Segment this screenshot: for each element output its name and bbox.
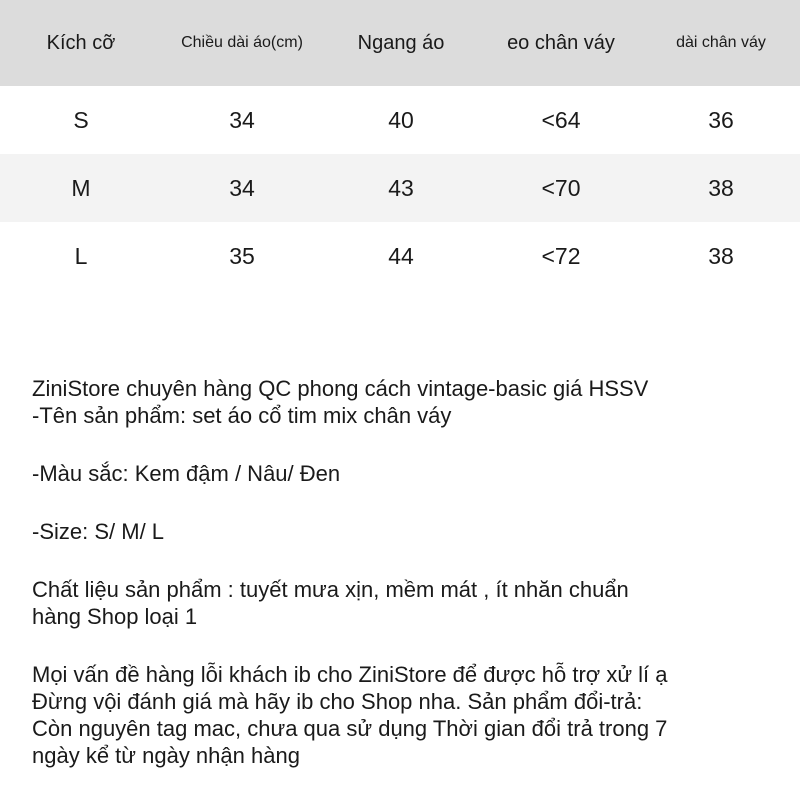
header-skirt-waist: eo chân váy	[507, 31, 615, 54]
cell-skirt-waist: <70	[541, 174, 581, 201]
table-row	[0, 222, 800, 290]
table-row	[0, 86, 800, 154]
sizes-paragraph	[32, 518, 772, 545]
cell-skirt-length: 38	[708, 174, 734, 201]
cell-skirt-length: 36	[708, 106, 734, 133]
header-shirt-width: Ngang áo	[357, 31, 445, 54]
table-header-row	[0, 0, 800, 86]
size-table	[0, 0, 800, 290]
cell-size: L	[74, 242, 88, 269]
policy-text-line-2: Đừng vội đánh giá mà hãy ib cho Shop nha. Sản phẩm đổi-trả:	[32, 689, 643, 714]
material-paragraph	[32, 576, 772, 630]
product-description	[32, 375, 772, 800]
table-row	[0, 154, 800, 222]
cell-shirt-length: 34	[229, 174, 255, 201]
policy-text-line-1: Mọi vấn đề hàng lỗi khách ib cho ZiniStore để được hỗ trợ xử lí ạ	[32, 662, 668, 687]
cell-shirt-width: 40	[388, 106, 414, 133]
policy-text-line-4: ngày kể từ ngày nhận hàng	[32, 743, 300, 768]
cell-shirt-width: 43	[388, 174, 414, 201]
shop-intro-text: ZiniStore chuyên hàng QC phong cách vintage-basic giá HSSV	[32, 376, 649, 401]
cell-skirt-waist: <64	[541, 106, 581, 133]
cell-skirt-waist: <72	[541, 242, 581, 269]
cell-shirt-width: 44	[388, 242, 414, 269]
material-text-line-2: hàng Shop loại 1	[32, 604, 198, 629]
policy-text-line-3: Còn nguyên tag mac, chưa qua sử dụng Thời gian đổi trả trong 7	[32, 716, 668, 741]
material-text-line-1: Chất liệu sản phẩm : tuyết mưa xịn, mềm mát , ít nhăn chuẩn	[32, 577, 629, 602]
intro-paragraph	[32, 375, 772, 429]
colors-paragraph	[32, 460, 772, 487]
cell-shirt-length: 35	[229, 242, 255, 269]
cell-shirt-length: 34	[229, 106, 255, 133]
cell-skirt-length: 38	[708, 242, 734, 269]
cell-size: S	[73, 106, 89, 133]
header-shirt-length: Chiều dài áo(cm)	[181, 34, 303, 51]
colors-text: -Màu sắc: Kem đậm / Nâu/ Đen	[32, 461, 341, 486]
return-policy-paragraph	[32, 661, 772, 769]
sizes-text: -Size: S/ M/ L	[32, 519, 165, 544]
product-name-text: -Tên sản phẩm: set áo cổ tim mix chân váy	[32, 403, 452, 428]
cell-size: M	[71, 174, 91, 201]
header-skirt-length: dài chân váy	[676, 34, 766, 51]
header-size: Kích cỡ	[46, 31, 116, 54]
